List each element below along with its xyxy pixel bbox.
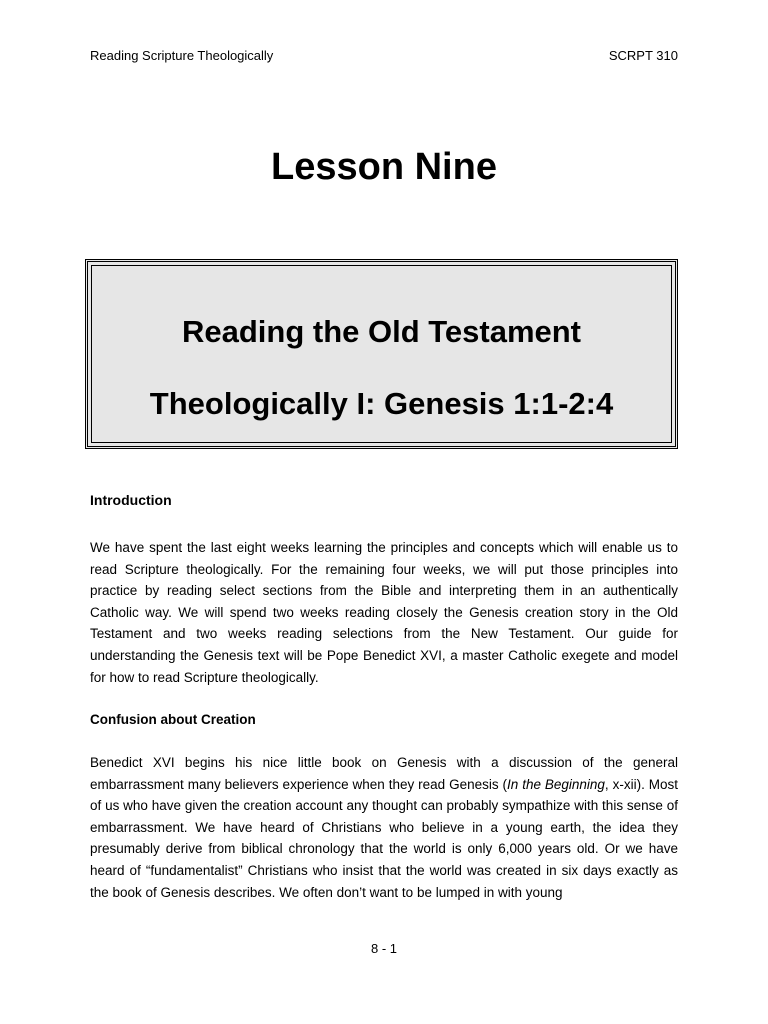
running-header-title: Reading Scripture Theologically [90,48,274,63]
confusion-about-creation-paragraph [90,752,678,903]
introduction-paragraph: We have spent the last eight weeks learning the principles and concepts which will enable us to read Scripture theologically. For the remaining four weeks, we will put those principles into practice by reading select sections from the Bible and interpreting them in an authentically Catholic way. We will spend two weeks reading closely the Genesis creation story in the Old Testament and two weeks reading selections from the New Testament. Our guide for understanding the Genesis text will be Pope Benedict XVI, a master Catholic exegete and model for how to read Scripture theologically. [90,540,678,685]
page-number: 8 - 1 [370,941,397,956]
paragraph-text-before-title: Benedict XVI begins his nice little book on Genesis with a discussion of the general embarrassment many believers experience when they read Genesis ( [90,755,678,792]
lesson-subtitle-box [85,259,678,449]
lesson-subtitle-line-2: Theologically I: Genesis 1:1-2:4 [149,386,614,421]
lesson-subtitle-box-inner-border [91,265,672,443]
introduction-heading: Introduction [90,492,172,508]
running-header-course-code: SCRPT 310 [608,48,678,63]
book-title-in-the-beginning: In the Beginning [507,776,605,792]
lesson-title: Lesson Nine [271,146,497,188]
confusion-about-creation-heading: Confusion about Creation [90,712,256,727]
lesson-subtitle-line-1: Reading the Old Testament [181,314,582,349]
paragraph-text-after-title: , x-xii). Most of us who have given the creation account any thought can probably sympathize with this sense of embarrassment. We have heard of Christians who believe in a young earth, the idea they presumably derive from biblical chronology that the world is only 6,000 years old. Or we have heard of “fundamentalist” Christians who insist that the world was created in six days exactly as the book of Genesis describes. We often don’t want to be lumped in with young [90,776,678,900]
